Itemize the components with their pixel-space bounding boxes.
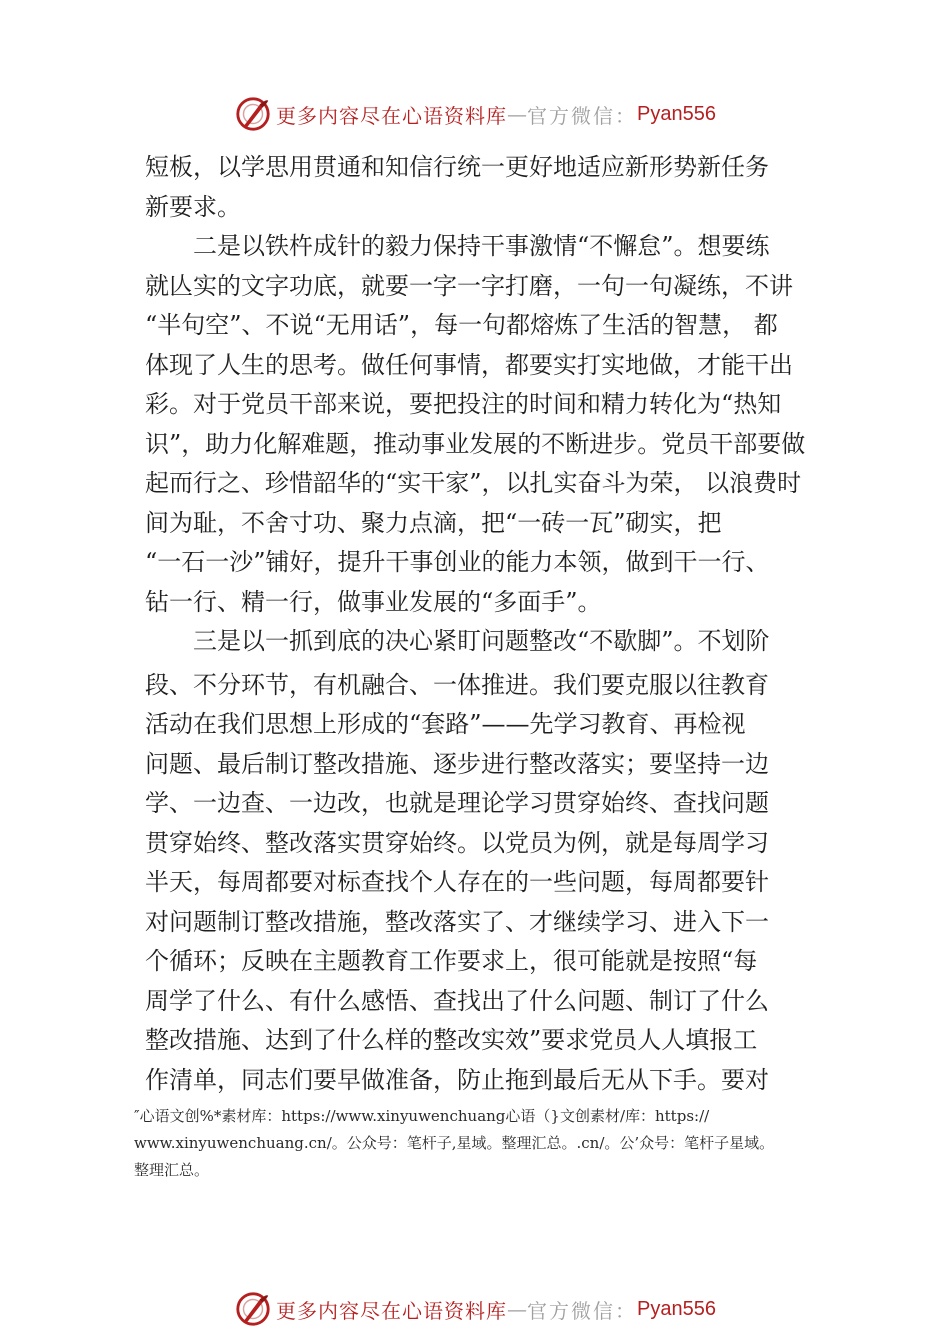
banner-wechat-label: 官方微信： (527, 1298, 638, 1323)
body-line: 问题、最后制订整改措施、逐步进行整改落实；要坚持一边 (145, 749, 769, 778)
footnote-line: 整理汇总。 (134, 1161, 210, 1179)
paragraph-start-line: 三是以一抓到底的决心紧盯问题整改“不歇脚”。不划阶 (193, 627, 770, 655)
banner-separator: — (507, 1297, 528, 1321)
body-line: 体现了人生的思考。做任何事情，都要实打实地做，才能干出 (145, 350, 793, 379)
banner-wechat-id: Pyan556 (637, 1297, 716, 1320)
body-line: 半天，每周都要对标查找个人存在的一些问题，每周都要针 (145, 868, 769, 896)
body-line: 起而行之、珍惜韶华的“实干家”，以扎实奋斗为荣， 以浪费时 (145, 469, 802, 497)
body-line: 新要求。 (145, 192, 241, 221)
body-line: 段、不分环节，有机融合、一体推进。我们要克服以往教育 (145, 670, 769, 699)
banner-wechat-id: Pyan556 (637, 102, 716, 125)
body-line: 间为耻，不舍寸功、聚力点滴，把“一砖一瓦”砌实，把 (145, 508, 722, 537)
footnote-line: www.xinyuwenchuang.cn/。公众号：笔杆子,星域。整理汇总。.cn/。公’众号：笔杆子星域。 (134, 1134, 775, 1152)
paragraph-start-line: 二是以铁杵成针的毅力保持干事激情“不懈怠”。想要练 (193, 232, 770, 260)
body-line: 作清单，同志们要早做准备，防止拖到最后无从下手。要对 (145, 1065, 769, 1094)
body-line: 学、一边查、一边改，也就是理论学习贯穿始终、查找问题 (145, 789, 769, 817)
body-line: 对问题制订整改措施，整改落实了、才继续学习、进入下一 (145, 907, 769, 936)
body-line: 识”，助力化解难题，推动事业发展的不断进步。党员干部要做 (145, 429, 806, 458)
body-line: 就亾实的文字功底，就要一字一字打磨，一句一句凝练，不讲 (145, 271, 793, 300)
body-line: 钻一行、精一行，做事业发展的“多面手”。 (145, 587, 602, 616)
quill-logo-icon (234, 95, 272, 133)
body-line: “半句空”、不说“无用话”，每一句都熔炼了生活的智慧， 都 (145, 311, 778, 339)
banner-separator: — (507, 102, 528, 126)
banner-tagline: 更多内容尽在心语资料库 (276, 103, 508, 128)
quill-logo-icon (234, 1290, 272, 1328)
body-line: 彩。对于党员干部来说，要把投注的时间和精力转化为“热知 (145, 390, 782, 418)
document-body (145, 148, 825, 1100)
source-footnote (134, 1103, 854, 1184)
body-line: 活动在我们思想上形成的“套路”——先学习教育、再检视 (145, 710, 746, 738)
banner-tagline: 更多内容尽在心语资料库 (276, 1298, 508, 1323)
body-line: 贯穿始终、整改落实贯穿始终。以党员为例，就是每周学习 (145, 828, 769, 857)
banner-wechat-label: 官方微信： (527, 103, 638, 128)
header-banner-bottom (0, 1287, 950, 1331)
body-line: 短板，以学思用贯通和知信行统一更好地适应新形势新任务 (145, 153, 769, 181)
body-line: 整改措施、达到了什么样的整改实效”要求党员人人填报工 (145, 1026, 758, 1054)
body-line: “一石一沙”铺好，提升干事创业的能力本领，做到干一行、 (145, 548, 770, 576)
header-banner-top (0, 92, 950, 136)
body-line: 周学了什么、有什么感悟、查找出了什么问题、制订了什么 (145, 986, 769, 1015)
footnote-line: ″心语文创%*素材库：https://www.xinyuwenchuang心语（}文创素材/库：https:// (134, 1107, 710, 1125)
body-line: 个循环；反映在主题教育工作要求上，很可能就是按照“每 (145, 947, 758, 975)
